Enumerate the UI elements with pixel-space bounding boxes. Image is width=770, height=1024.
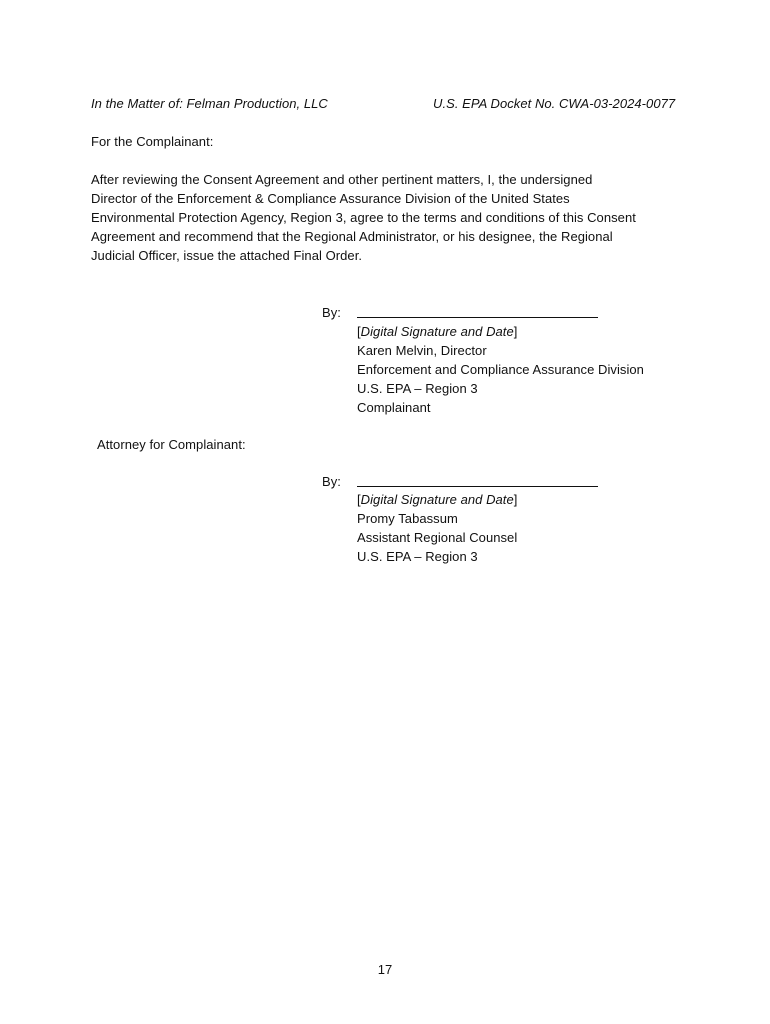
paragraph-line: Environmental Protection Agency, Region 3, agree to the terms and conditions of this Consent: [91, 210, 636, 225]
by-label-attorney: By:: [322, 474, 341, 489]
signature-block-director: [357, 322, 644, 417]
signatory-name: Karen Melvin, Director: [357, 343, 487, 358]
attorney-name: Promy Tabassum: [357, 511, 458, 526]
signature-placeholder: [Digital Signature and Date]: [357, 324, 518, 339]
body-paragraph: [91, 170, 691, 265]
attorney-for-complainant-label: Attorney for Complainant:: [97, 437, 246, 452]
signature-line-director: [357, 317, 598, 318]
signature-line-attorney: [357, 486, 598, 487]
signature-placeholder: [Digital Signature and Date]: [357, 492, 518, 507]
signatory-division: Enforcement and Compliance Assurance Division: [357, 362, 644, 377]
paragraph-line: Director of the Enforcement & Compliance Assurance Division of the United States: [91, 191, 570, 206]
for-complainant-label: For the Complainant:: [91, 134, 214, 149]
docket-number: U.S. EPA Docket No. CWA-03-2024-0077: [433, 96, 676, 111]
signature-placeholder-text: Digital Signature and Date: [360, 324, 514, 339]
paragraph-line: After reviewing the Consent Agreement and other pertinent matters, I, the undersigned: [91, 172, 593, 187]
signatory-role: Complainant: [357, 400, 431, 415]
signatory-agency: U.S. EPA – Region 3: [357, 381, 478, 396]
attorney-agency: U.S. EPA – Region 3: [357, 549, 478, 564]
attorney-title: Assistant Regional Counsel: [357, 530, 518, 545]
signature-placeholder-text: Digital Signature and Date: [360, 492, 514, 507]
by-label-director: By:: [322, 305, 341, 320]
signature-block-attorney: [357, 490, 517, 566]
page-number: 17: [377, 962, 393, 977]
matter-caption: In the Matter of: Felman Production, LLC: [91, 96, 328, 111]
paragraph-line: Judicial Officer, issue the attached Final Order.: [91, 248, 363, 263]
paragraph-line: Agreement and recommend that the Regional Administrator, or his designee, the Regional: [91, 229, 613, 244]
